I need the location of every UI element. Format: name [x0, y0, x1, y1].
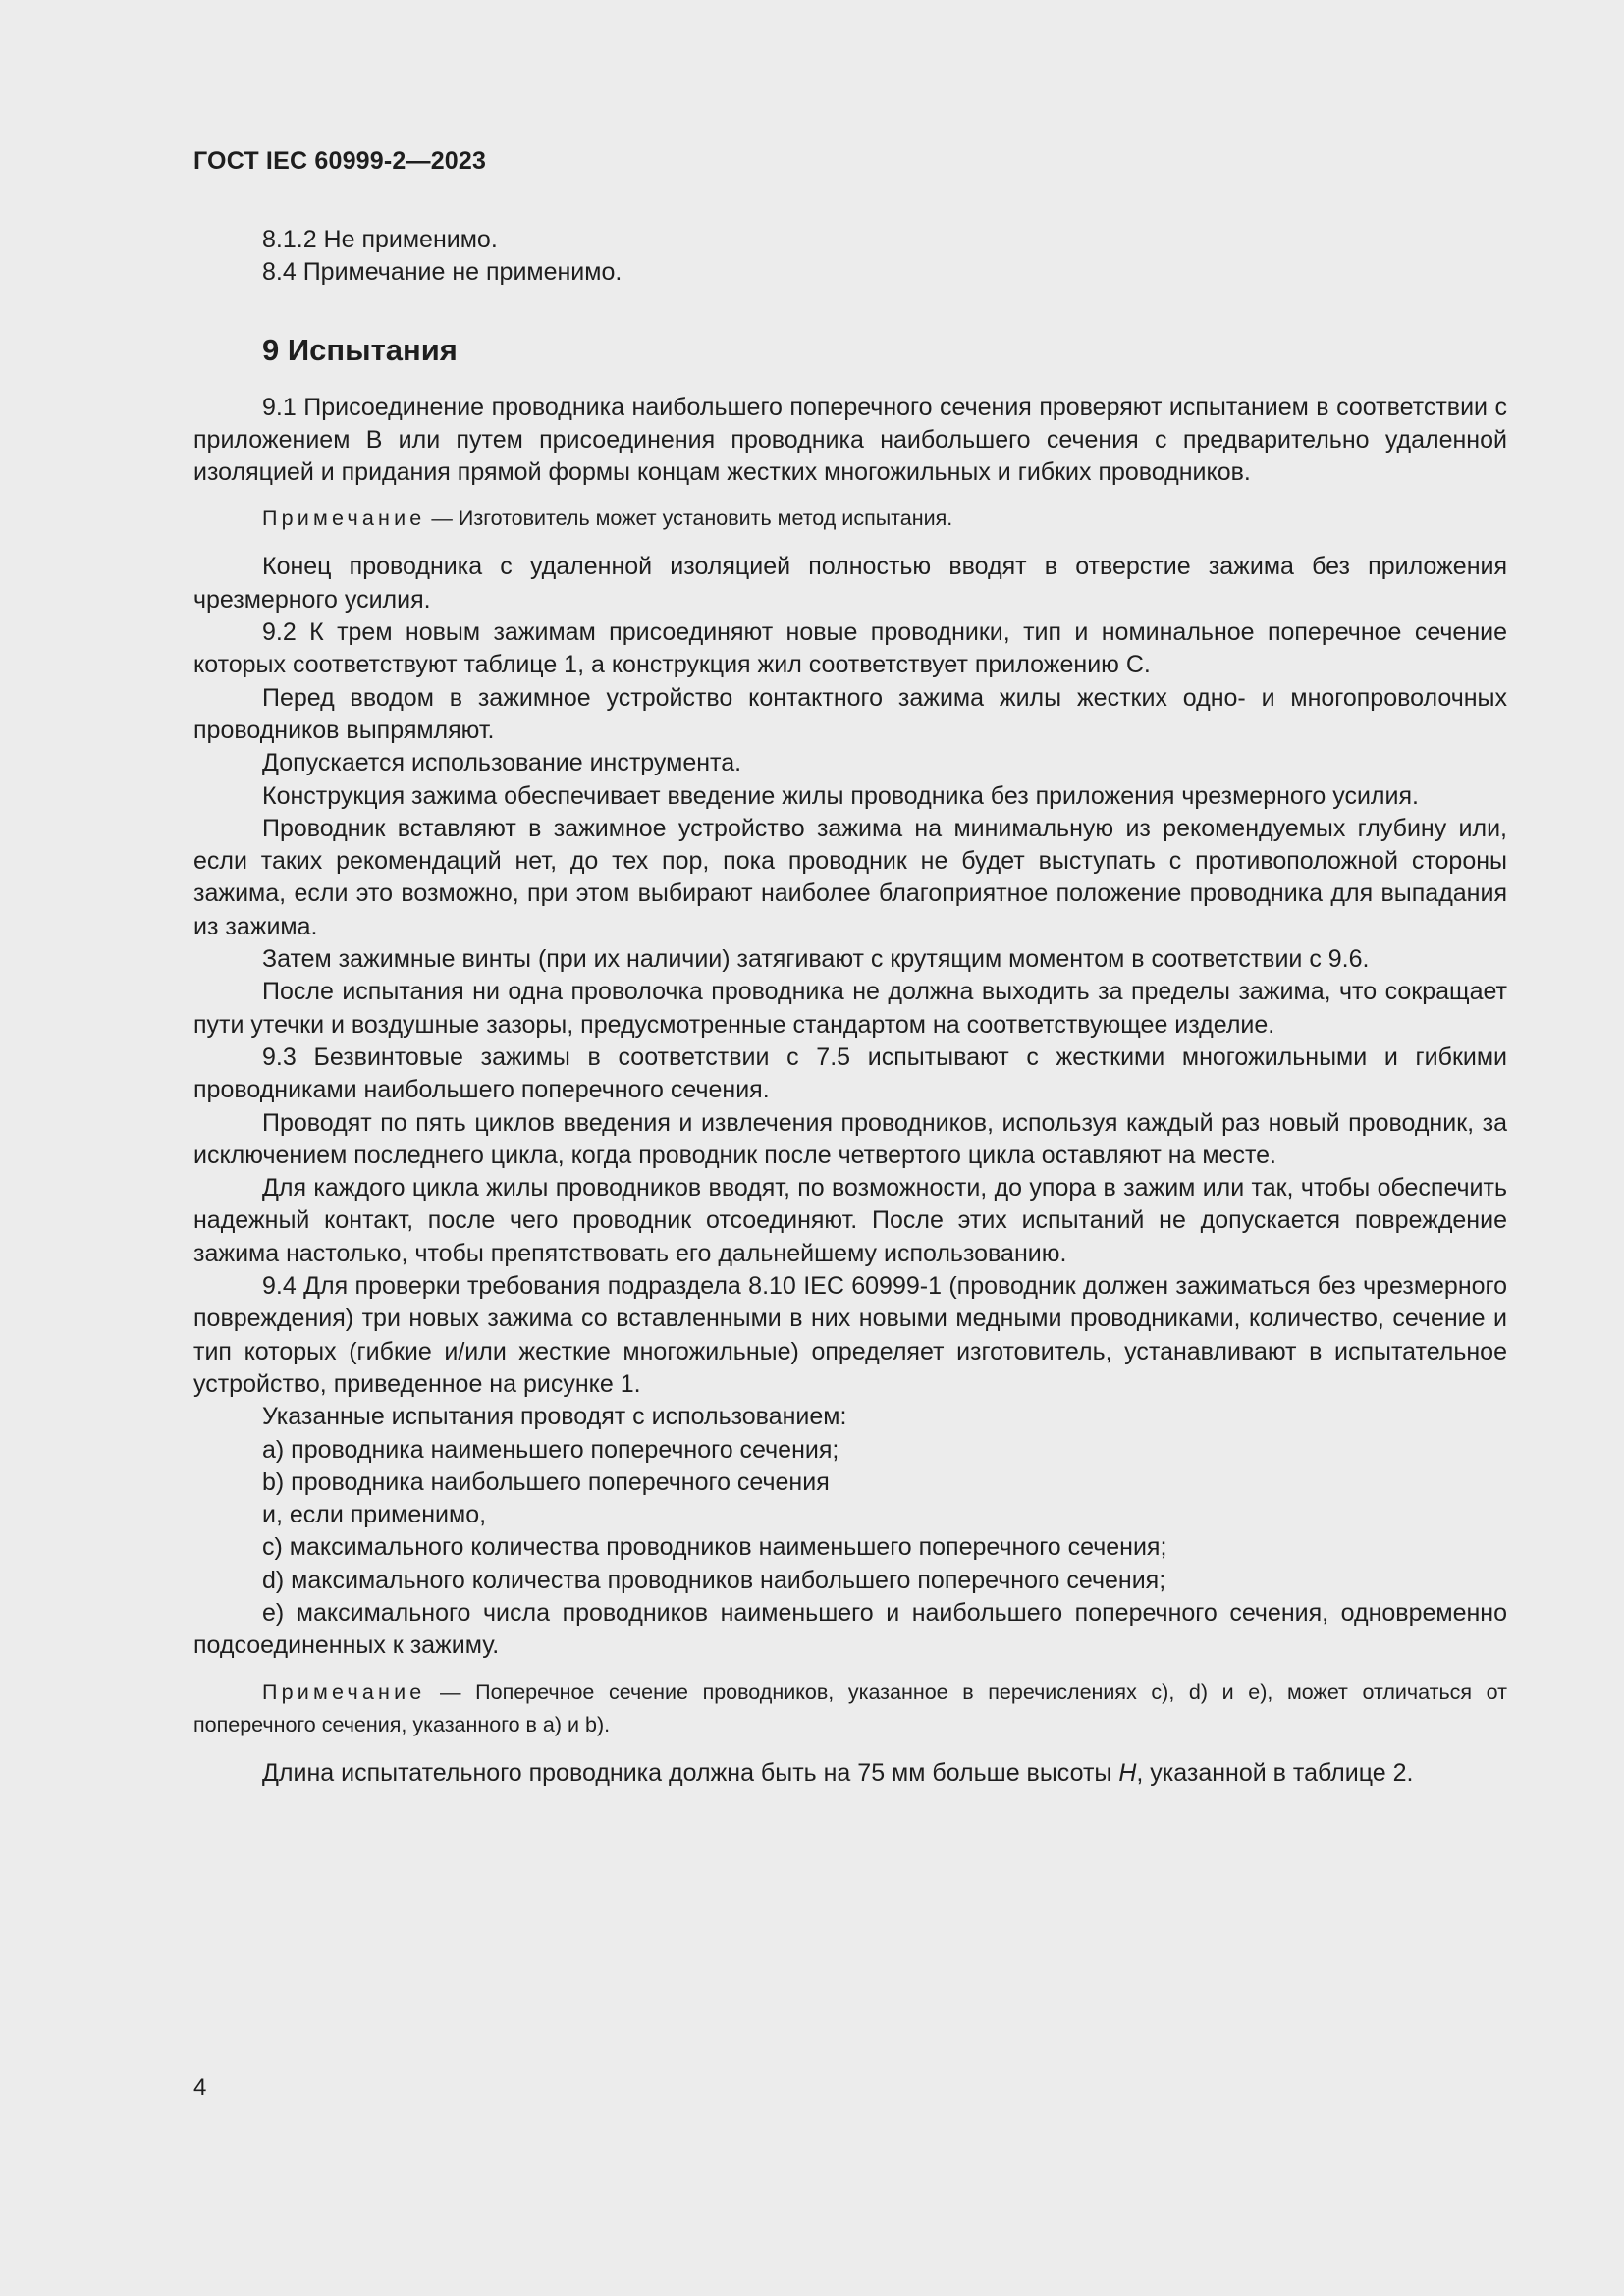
- note-label: Примечание: [262, 1680, 426, 1704]
- list-item-c: с) максимального количества проводников наименьшего поперечного сечения;: [262, 1533, 1167, 1562]
- note-text: — Изготовитель может установить метод испытания.: [425, 507, 953, 531]
- paragraph: Затем зажимные винты (при их наличии) затягивают с крутящим моментом в соответствии с 9.6.: [262, 945, 1370, 974]
- note-2: [193, 1677, 1507, 1741]
- clause-9-4: 9.4 Для проверки требования подраздела 8.10 IEC 60999-1 (проводник должен зажиматься без чрезмерного повреждения) три новых зажима со вставленными в них новыми медными проводниками, количество, сечение и тип которых (гибкие и/или жесткие многожильные) определяет изготовитель, устанавливают в испытательное устройство, приведенное на рисунке 1.: [193, 1272, 1507, 1398]
- paragraph: Проводник вставляют в зажимное устройство зажима на минимальную из рекомендуемых глубину или, если таких рекомендаций нет, до тех пор, пока проводник не будет выступать с противоположной стороны зажима, если это возможно, при этом выбирают наиболее благоприятное положение проводника для выпадания из зажима.: [193, 814, 1507, 940]
- paragraph: Перед вводом в зажимное устройство контактного зажима жилы жестких одно- и многопроволочных проводников выпрямляют.: [193, 683, 1507, 744]
- paragraph: Проводят по пять циклов введения и извлечения проводников, используя каждый раз новый проводник, за исключением последнего цикла, когда проводник после четвертого цикла оставляют на месте.: [193, 1108, 1507, 1169]
- final-paragraph: [193, 1757, 1507, 1789]
- note-label: Примечание: [262, 507, 426, 531]
- paragraph: Конец проводника с удаленной изоляцией полностью вводят в отверстие зажима без приложения чрезмерного усилия.: [193, 553, 1507, 614]
- list-item-e: е) максимального числа проводников наименьшего и наибольшего поперечного сечения, одновременно подсоединенных к зажиму.: [193, 1598, 1507, 1660]
- final-text-end: , указанной в таблице 2.: [1136, 1758, 1414, 1787]
- list-intro: Указанные испытания проводят с использованием:: [262, 1403, 847, 1431]
- clause-9-3: 9.3 Безвинтовые зажимы в соответствии с 7.5 испытывают с жесткими многожильными и гибкими проводниками наибольшего поперечного сечения.: [193, 1042, 1507, 1104]
- clause-9-1: 9.1 Присоединение проводника наибольшего поперечного сечения проверяют испытанием в соответствии с приложением В или путем присоединения проводника наибольшего сечения с предварительно удаленной изоляцией и придания прямой формы концам жестких многожильных и гибких проводников.: [193, 393, 1507, 487]
- clause-8-4: 8.4 Примечание не применимо.: [262, 258, 623, 287]
- clause-9-2: 9.2 К трем новым зажимам присоединяют новые проводники, тип и номинальное поперечное сечение которых соответствуют таблице 1, а конструкция жил соответствует приложению С.: [193, 618, 1507, 679]
- list-item-b: b) проводника наибольшего поперечного сечения: [262, 1468, 830, 1496]
- note-1: [193, 503, 1507, 535]
- list-item-a: а) проводника наименьшего поперечного сечения;: [262, 1435, 839, 1464]
- document-body: [193, 224, 1507, 1789]
- height-variable: H: [1118, 1758, 1137, 1787]
- note-text: — Поперечное сечение проводников, указанное в перечислениях с), d) и е), может отличаться от поперечного сечения, указанного в а) и b).: [193, 1680, 1507, 1736]
- section-heading: 9 Испытания: [262, 332, 458, 367]
- page-number: 4: [193, 2074, 207, 2101]
- paragraph: После испытания ни одна проволочка проводника не должна выходить за пределы зажима, что сокращает пути утечки и воздушные зазоры, предусмотренные стандартом на соответствующее изделие.: [193, 978, 1507, 1039]
- list-item-d: d) максимального количества проводников наибольшего поперечного сечения;: [262, 1566, 1166, 1594]
- paragraph: Для каждого цикла жилы проводников вводят, по возможности, до упора в зажим или так, чтобы обеспечить надежный контакт, после чего проводник отсоединяют. После этих испытаний не допускается повреждение зажима настолько, чтобы препятствовать его дальнейшему использованию.: [193, 1174, 1507, 1267]
- clause-8-1-2: 8.1.2 Не применимо.: [262, 226, 498, 253]
- document-header: ГОСТ IEC 60999-2—2023: [193, 147, 487, 175]
- final-text-start: Длина испытательного проводника должна быть на 75 мм больше высоты: [262, 1758, 1119, 1787]
- paragraph: Конструкция зажима обеспечивает введение жилы проводника без приложения чрезмерного усилия.: [262, 781, 1419, 810]
- paragraph: Допускается использование инструмента.: [262, 749, 742, 777]
- list-conjunction: и, если применимо,: [262, 1501, 487, 1529]
